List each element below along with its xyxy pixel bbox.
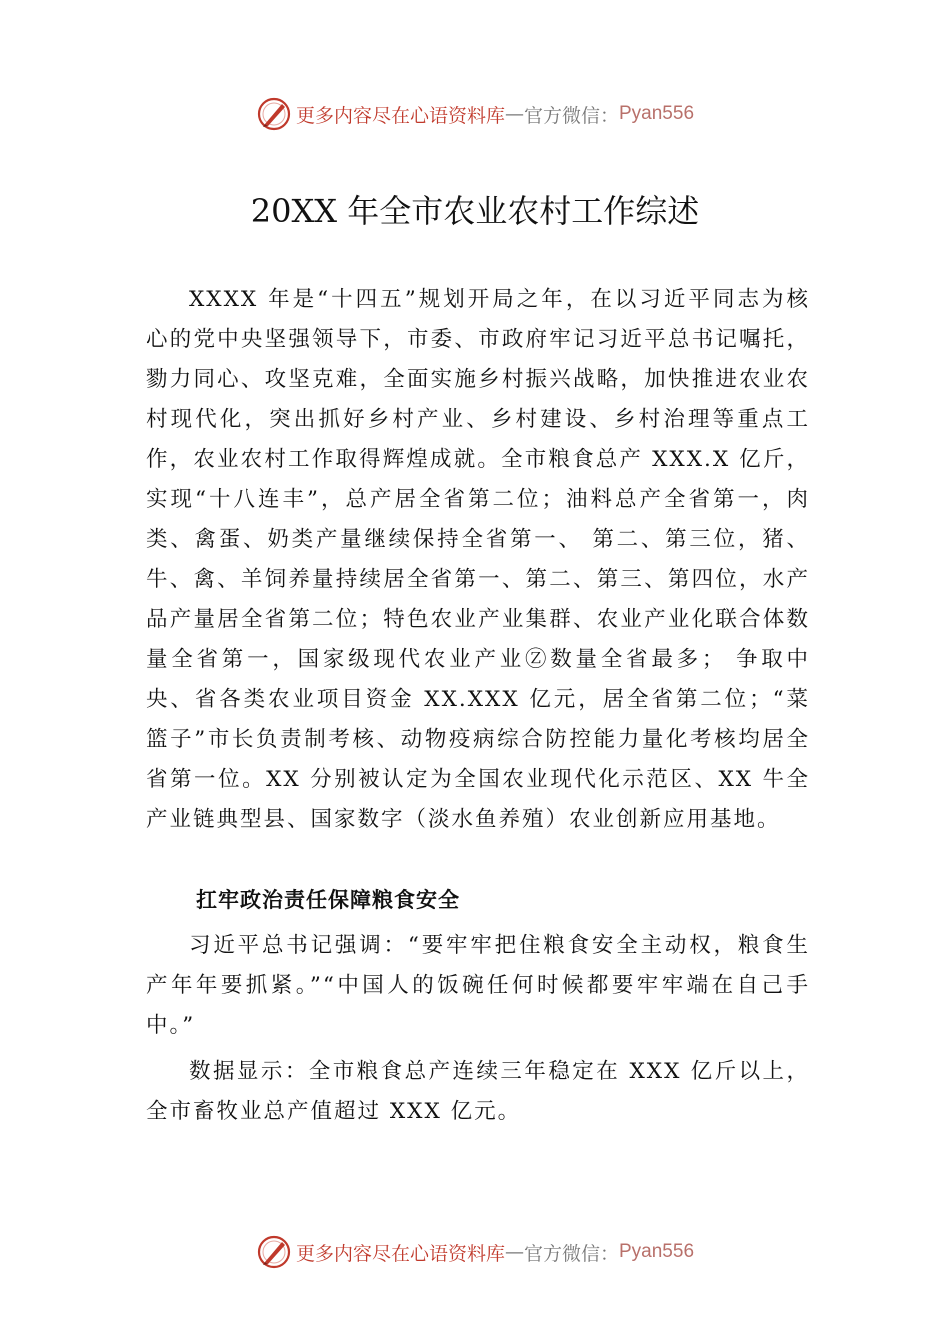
- paragraph-text: 数据显示：全市粮食总产连续三年稳定在 XXX 亿斤以上，全市畜牧业总产值超过 XXX 亿元。: [146, 1059, 810, 1124]
- paragraph-text: 习近平总书记强调：“要牢牢把住粮食安全主动权，粮食生产年年要抓紧。”“中国人的饭碗任何时候都要牢牢端在自己手中。”: [146, 933, 810, 1038]
- watermark-separator: —: [504, 103, 524, 125]
- document-title: 20XX 年全市农业农村工作综述: [250, 192, 700, 230]
- watermark-text: 更多内容尽在心语资料库: [295, 1242, 505, 1265]
- section-heading: 扛牢政治责任保障粮食安全: [196, 888, 460, 912]
- paragraph-intro: [146, 280, 810, 840]
- quill-pen-logo-icon: [256, 96, 292, 132]
- watermark-text: 更多内容尽在心语资料库: [295, 104, 505, 127]
- watermark-wechat-label: 官方微信：: [523, 104, 619, 127]
- watermark-separator: —: [504, 1241, 524, 1263]
- watermark-banner-top: [0, 94, 950, 134]
- watermark-wechat-id: Pyan556: [619, 103, 695, 124]
- watermark-wechat-label: 官方微信：: [523, 1242, 619, 1265]
- paragraph-data: [146, 1052, 810, 1132]
- quill-pen-logo-icon: [256, 1234, 292, 1270]
- paragraph-quote: [146, 926, 810, 1046]
- paragraph-text: XXXX 年是“十四五”规划开局之年，在以习近平同志为核心的党中央坚强领导下，市委、市政府牢记习近平总书记嘱托，勠力同心、攻坚克难，全面实施乡村振兴战略，加快推进农业农村现代化，突出抓好乡村产业、乡村建设、乡村治理等重点工作，农业农村工作取得辉煌成就。全市粮食总产 XXX.X 亿斤，实现“十八连丰”，总产居全省第二位；油料总产全省第一，肉类、禽蛋、奶类产量继续保持全省第一、 第二、第三位，猪、牛、禽、羊饲养量持续居全省第一、第二、第三、第四位，水产品产量居全省第二位；特色农业产业集群、农业产业化联合体数量全省第一，国家级现代农业产业Ⓩ数量全省最多； 争取中央、省各类农业项目资金 XX.XXX 亿元，居全省第二位；“菜篮子”市长负责制考核、动物疫病综合防控能力量化考核均居全省第一位。XX 分别被认定为全国农业现代化示范区、XX 牛全产业链典型县、国家数字（淡水鱼养殖）农业创新应用基地。: [146, 287, 810, 832]
- watermark-wechat-id: Pyan556: [619, 1241, 695, 1262]
- watermark-banner-bottom: [0, 1232, 950, 1272]
